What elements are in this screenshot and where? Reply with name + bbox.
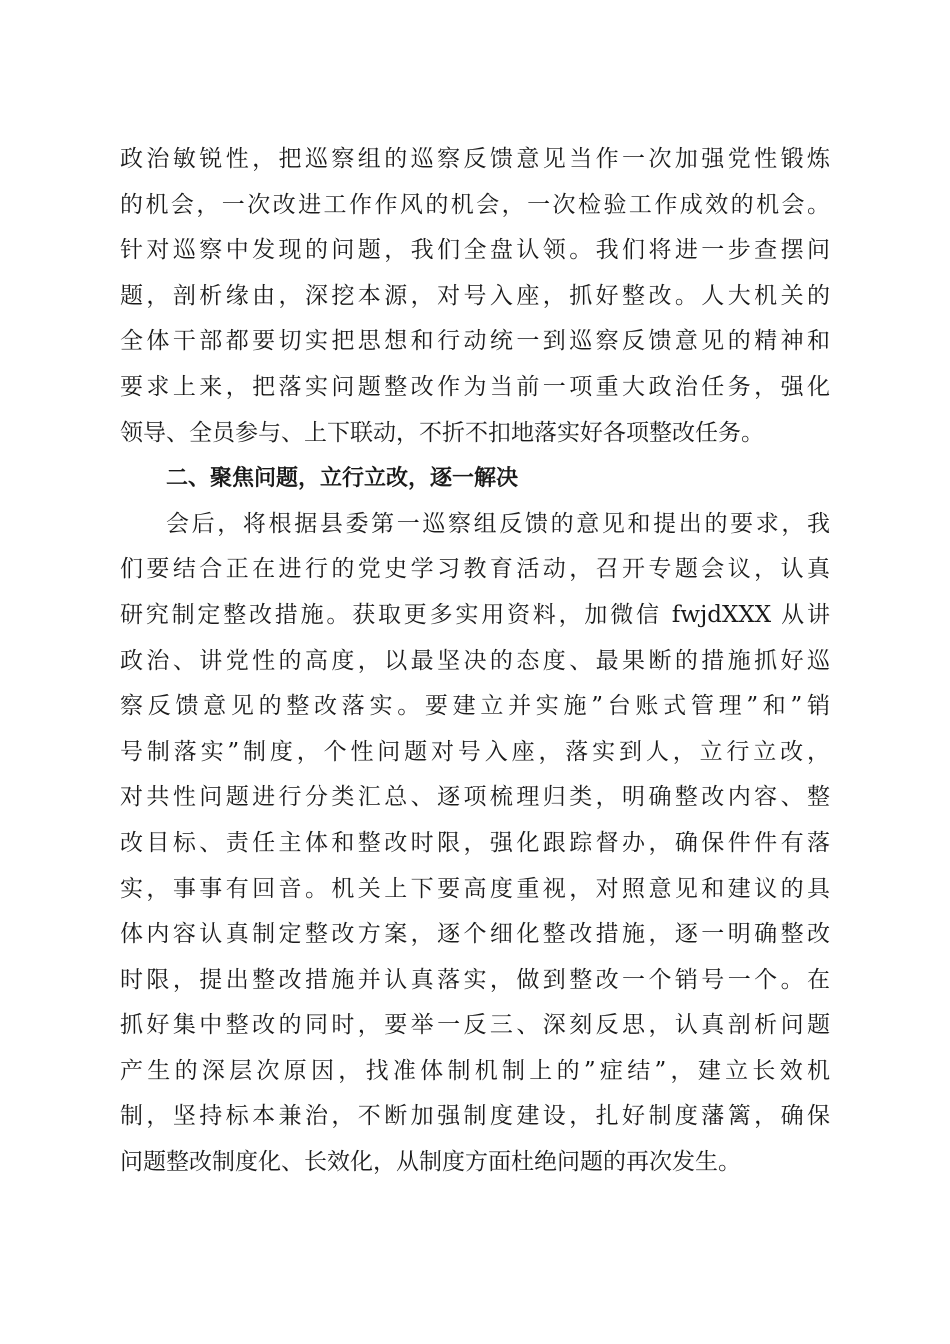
paragraph-line: 政治敏锐性，把巡察组的巡察反馈意见当作一次加强党性锻炼 (120, 146, 830, 172)
paragraph-line: 题，剖析缘由，深挖本源，对号入座，抓好整改。人大机关的 (120, 282, 830, 309)
paragraph-line: 的机会，一次改进工作作风的机会，一次检验工作成效的机会。 (120, 191, 830, 218)
paragraph-line: 体内容认真制定整改方案，逐个细化整改措施，逐一明确整改 (120, 921, 830, 948)
paragraph-line: 制，坚持标本兼治，不断加强制度建设，扎好制度藩篱，确保 (120, 1103, 830, 1130)
paragraph-line: 针对巡察中发现的问题，我们全盘认领。我们将进一步查摆问 (120, 237, 830, 264)
paragraph-line: 产生的深层次原因，找准体制机制上的”症结”，建立长效机 (120, 1057, 830, 1084)
paragraph-line: 改目标、责任主体和整改时限，强化跟踪督办，确保件件有落 (120, 829, 830, 856)
paragraph-line: 号制落实”制度，个性问题对号入座，落实到人，立行立改， (120, 738, 830, 765)
document-body (120, 137, 830, 1186)
paragraph-line: 会后，将根据县委第一巡察组反馈的意见和提出的要求，我 (166, 510, 830, 537)
paragraph-line: 们要结合正在进行的党史学习教育活动，召开专题会议，认真 (120, 556, 830, 583)
paragraph-line: 全体干部都要切实把思想和行动统一到巡察反馈意见的精神和 (120, 328, 830, 355)
paragraph-line: 察反馈意见的整改落实。要建立并实施”台账式管理”和”销 (120, 693, 830, 720)
paragraph-line: 研究制定整改措施。获取更多实用资料，加微信 fwjdXXX 从讲 (120, 601, 830, 628)
section-heading: 二、聚焦问题，立行立改，逐一解决 (166, 466, 519, 492)
paragraph-line: 领导、全员参与、上下联动，不折不扣地落实好各项整改任务。 (120, 419, 764, 446)
paragraph-line: 政治、讲党性的高度，以最坚决的态度、最果断的措施抓好巡 (120, 647, 830, 674)
paragraph-line: 实，事事有回音。机关上下要高度重视，对照意见和建议的具 (120, 875, 830, 902)
paragraph-line: 问题整改制度化、长效化，从制度方面杜绝问题的再次发生。 (120, 1149, 741, 1176)
paragraph-line: 时限，提出整改措施并认真落实，做到整改一个销号一个。在 (120, 966, 830, 993)
paragraph-line: 对共性问题进行分类汇总、逐项梳理归类，明确整改内容、整 (120, 784, 830, 811)
paragraph-line: 抓好集中整改的同时，要举一反三、深刻反思，认真剖析问题 (120, 1012, 830, 1039)
paragraph-line: 要求上来，把落实问题整改作为当前一项重大政治任务，强化 (120, 373, 830, 400)
